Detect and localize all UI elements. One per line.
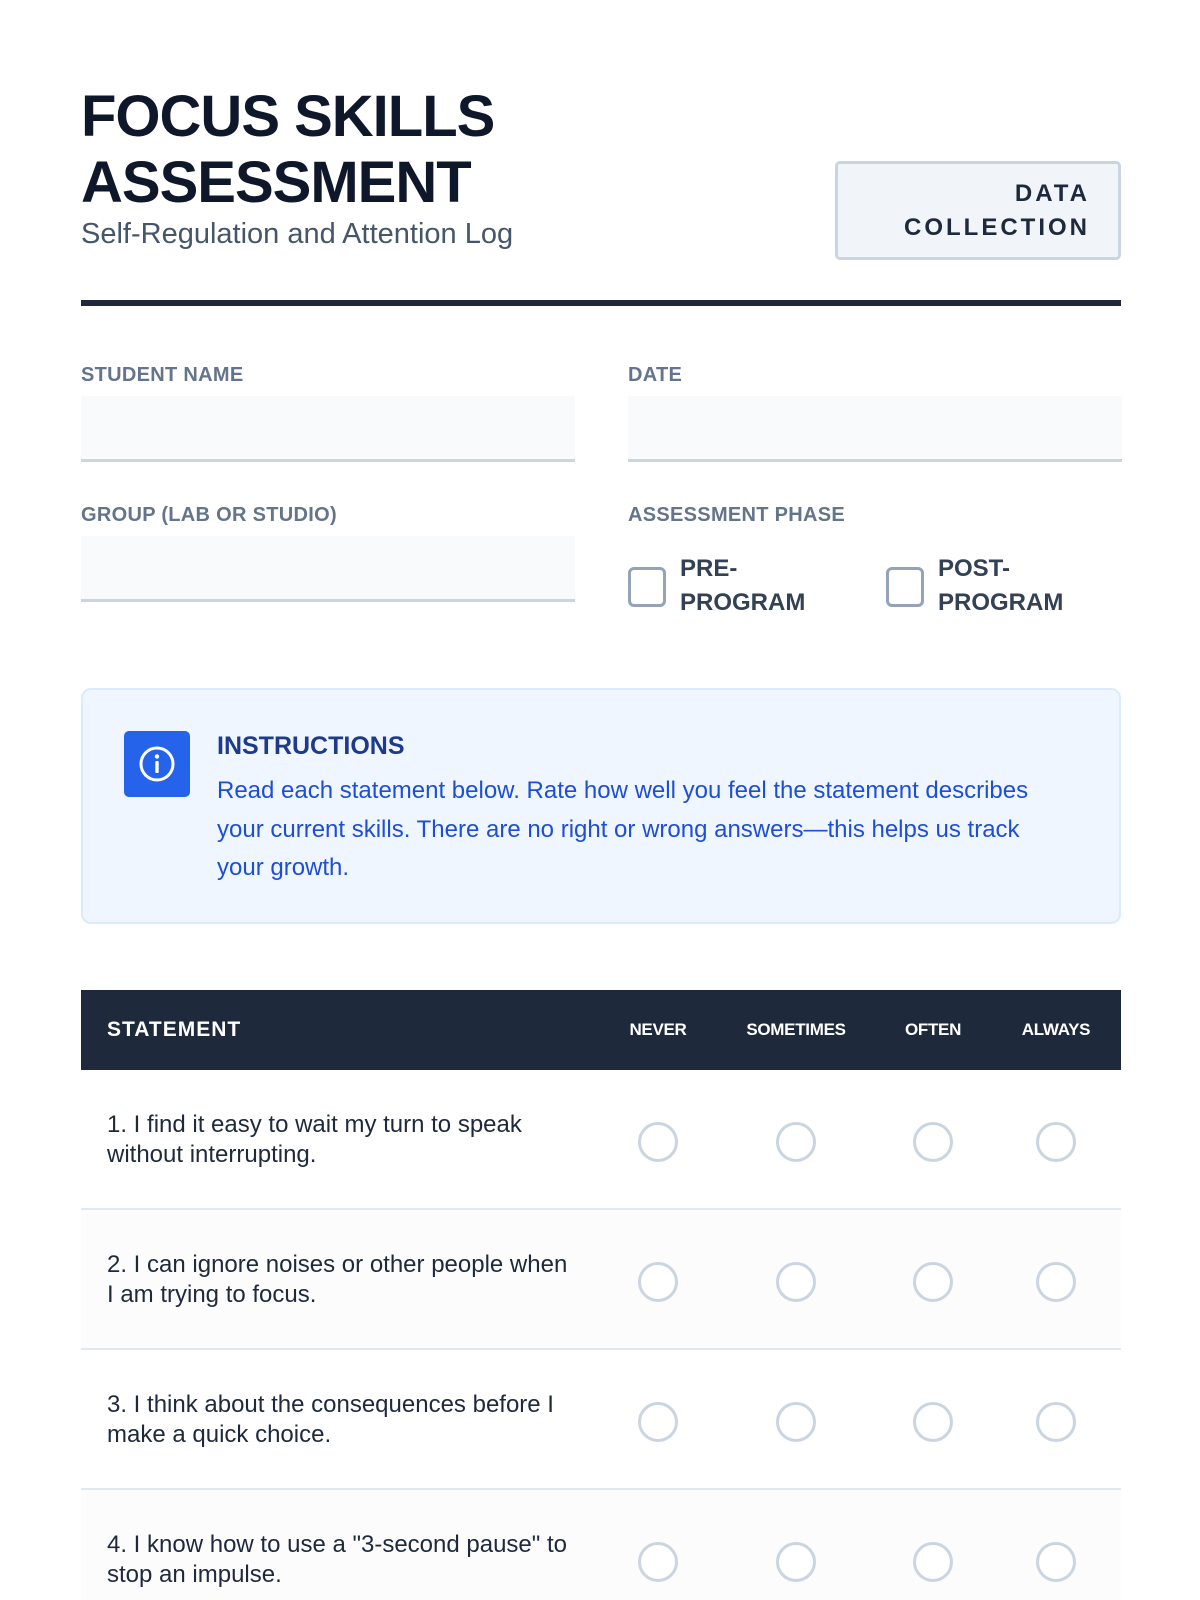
rating-sometimes-radio[interactable] bbox=[776, 1122, 816, 1162]
table-row bbox=[81, 1070, 1121, 1210]
table-row bbox=[81, 1350, 1121, 1490]
header-often: OFTEN bbox=[904, 1020, 962, 1039]
assessment-phase-label: ASSESSMENT PHASE bbox=[628, 504, 846, 526]
page-title: FOCUS SKILLS ASSESSMENT bbox=[81, 84, 495, 215]
rating-often-radio[interactable] bbox=[913, 1262, 953, 1302]
pre-program-label: PRE-PROGRAM bbox=[680, 555, 806, 616]
rating-sometimes-radio[interactable] bbox=[776, 1402, 816, 1442]
rating-often-radio[interactable] bbox=[913, 1542, 953, 1582]
rating-never-radio[interactable] bbox=[638, 1122, 678, 1162]
table-header bbox=[81, 990, 1121, 1070]
rating-never-radio[interactable] bbox=[638, 1542, 678, 1582]
post-program-label: POST-PROGRAM bbox=[938, 555, 1064, 616]
date-label: DATE bbox=[628, 364, 683, 386]
info-icon bbox=[124, 731, 190, 797]
header-divider bbox=[81, 300, 1121, 306]
table-row bbox=[81, 1210, 1121, 1350]
rating-sometimes-radio[interactable] bbox=[776, 1542, 816, 1582]
statement-text: 4. I know how to use a "3-second pause" to stop an impulse. bbox=[107, 1531, 567, 1588]
table-row bbox=[81, 1490, 1121, 1600]
data-collection-badge bbox=[835, 161, 1121, 260]
pre-program-checkbox[interactable] bbox=[628, 567, 666, 607]
student-name-input[interactable] bbox=[81, 396, 575, 462]
header-statement: STATEMENT bbox=[107, 1018, 242, 1041]
student-name-label: STUDENT NAME bbox=[81, 364, 244, 386]
statement-text: 1. I find it easy to wait my turn to speak without interrupting. bbox=[107, 1111, 522, 1168]
rating-always-radio[interactable] bbox=[1036, 1262, 1076, 1302]
header-sometimes: SOMETIMES bbox=[746, 1020, 846, 1039]
header-never: NEVER bbox=[629, 1020, 687, 1039]
header-always: ALWAYS bbox=[1021, 1020, 1091, 1039]
date-input[interactable] bbox=[628, 396, 1122, 462]
post-program-checkbox[interactable] bbox=[886, 567, 924, 607]
group-label: GROUP (LAB OR STUDIO) bbox=[81, 504, 337, 526]
phase-option-pre-program[interactable] bbox=[628, 552, 810, 620]
rating-never-radio[interactable] bbox=[638, 1402, 678, 1442]
rating-sometimes-radio[interactable] bbox=[776, 1262, 816, 1302]
rating-always-radio[interactable] bbox=[1036, 1122, 1076, 1162]
rating-always-radio[interactable] bbox=[1036, 1402, 1076, 1442]
rating-often-radio[interactable] bbox=[913, 1122, 953, 1162]
rating-often-radio[interactable] bbox=[913, 1402, 953, 1442]
statement-text: 2. I can ignore noises or other people when I am trying to focus. bbox=[107, 1251, 568, 1308]
assessment-form bbox=[81, 0, 1121, 1600]
page-subtitle: Self-Regulation and Attention Log bbox=[81, 218, 514, 250]
group-input[interactable] bbox=[81, 536, 575, 602]
instructions-body: Read each statement below. Rate how well you feel the statement describes your current skills. There are no right or wrong answers—this helps us track your growth. bbox=[217, 777, 1029, 881]
statement-text: 3. I think about the consequences before I make a quick choice. bbox=[107, 1391, 554, 1448]
phase-option-post-program[interactable] bbox=[886, 552, 1068, 620]
instructions-title: INSTRUCTIONS bbox=[217, 732, 405, 760]
instructions-panel bbox=[81, 688, 1121, 924]
rating-never-radio[interactable] bbox=[638, 1262, 678, 1302]
rating-always-radio[interactable] bbox=[1036, 1542, 1076, 1582]
badge-label: DATA COLLECTION bbox=[904, 179, 1090, 241]
